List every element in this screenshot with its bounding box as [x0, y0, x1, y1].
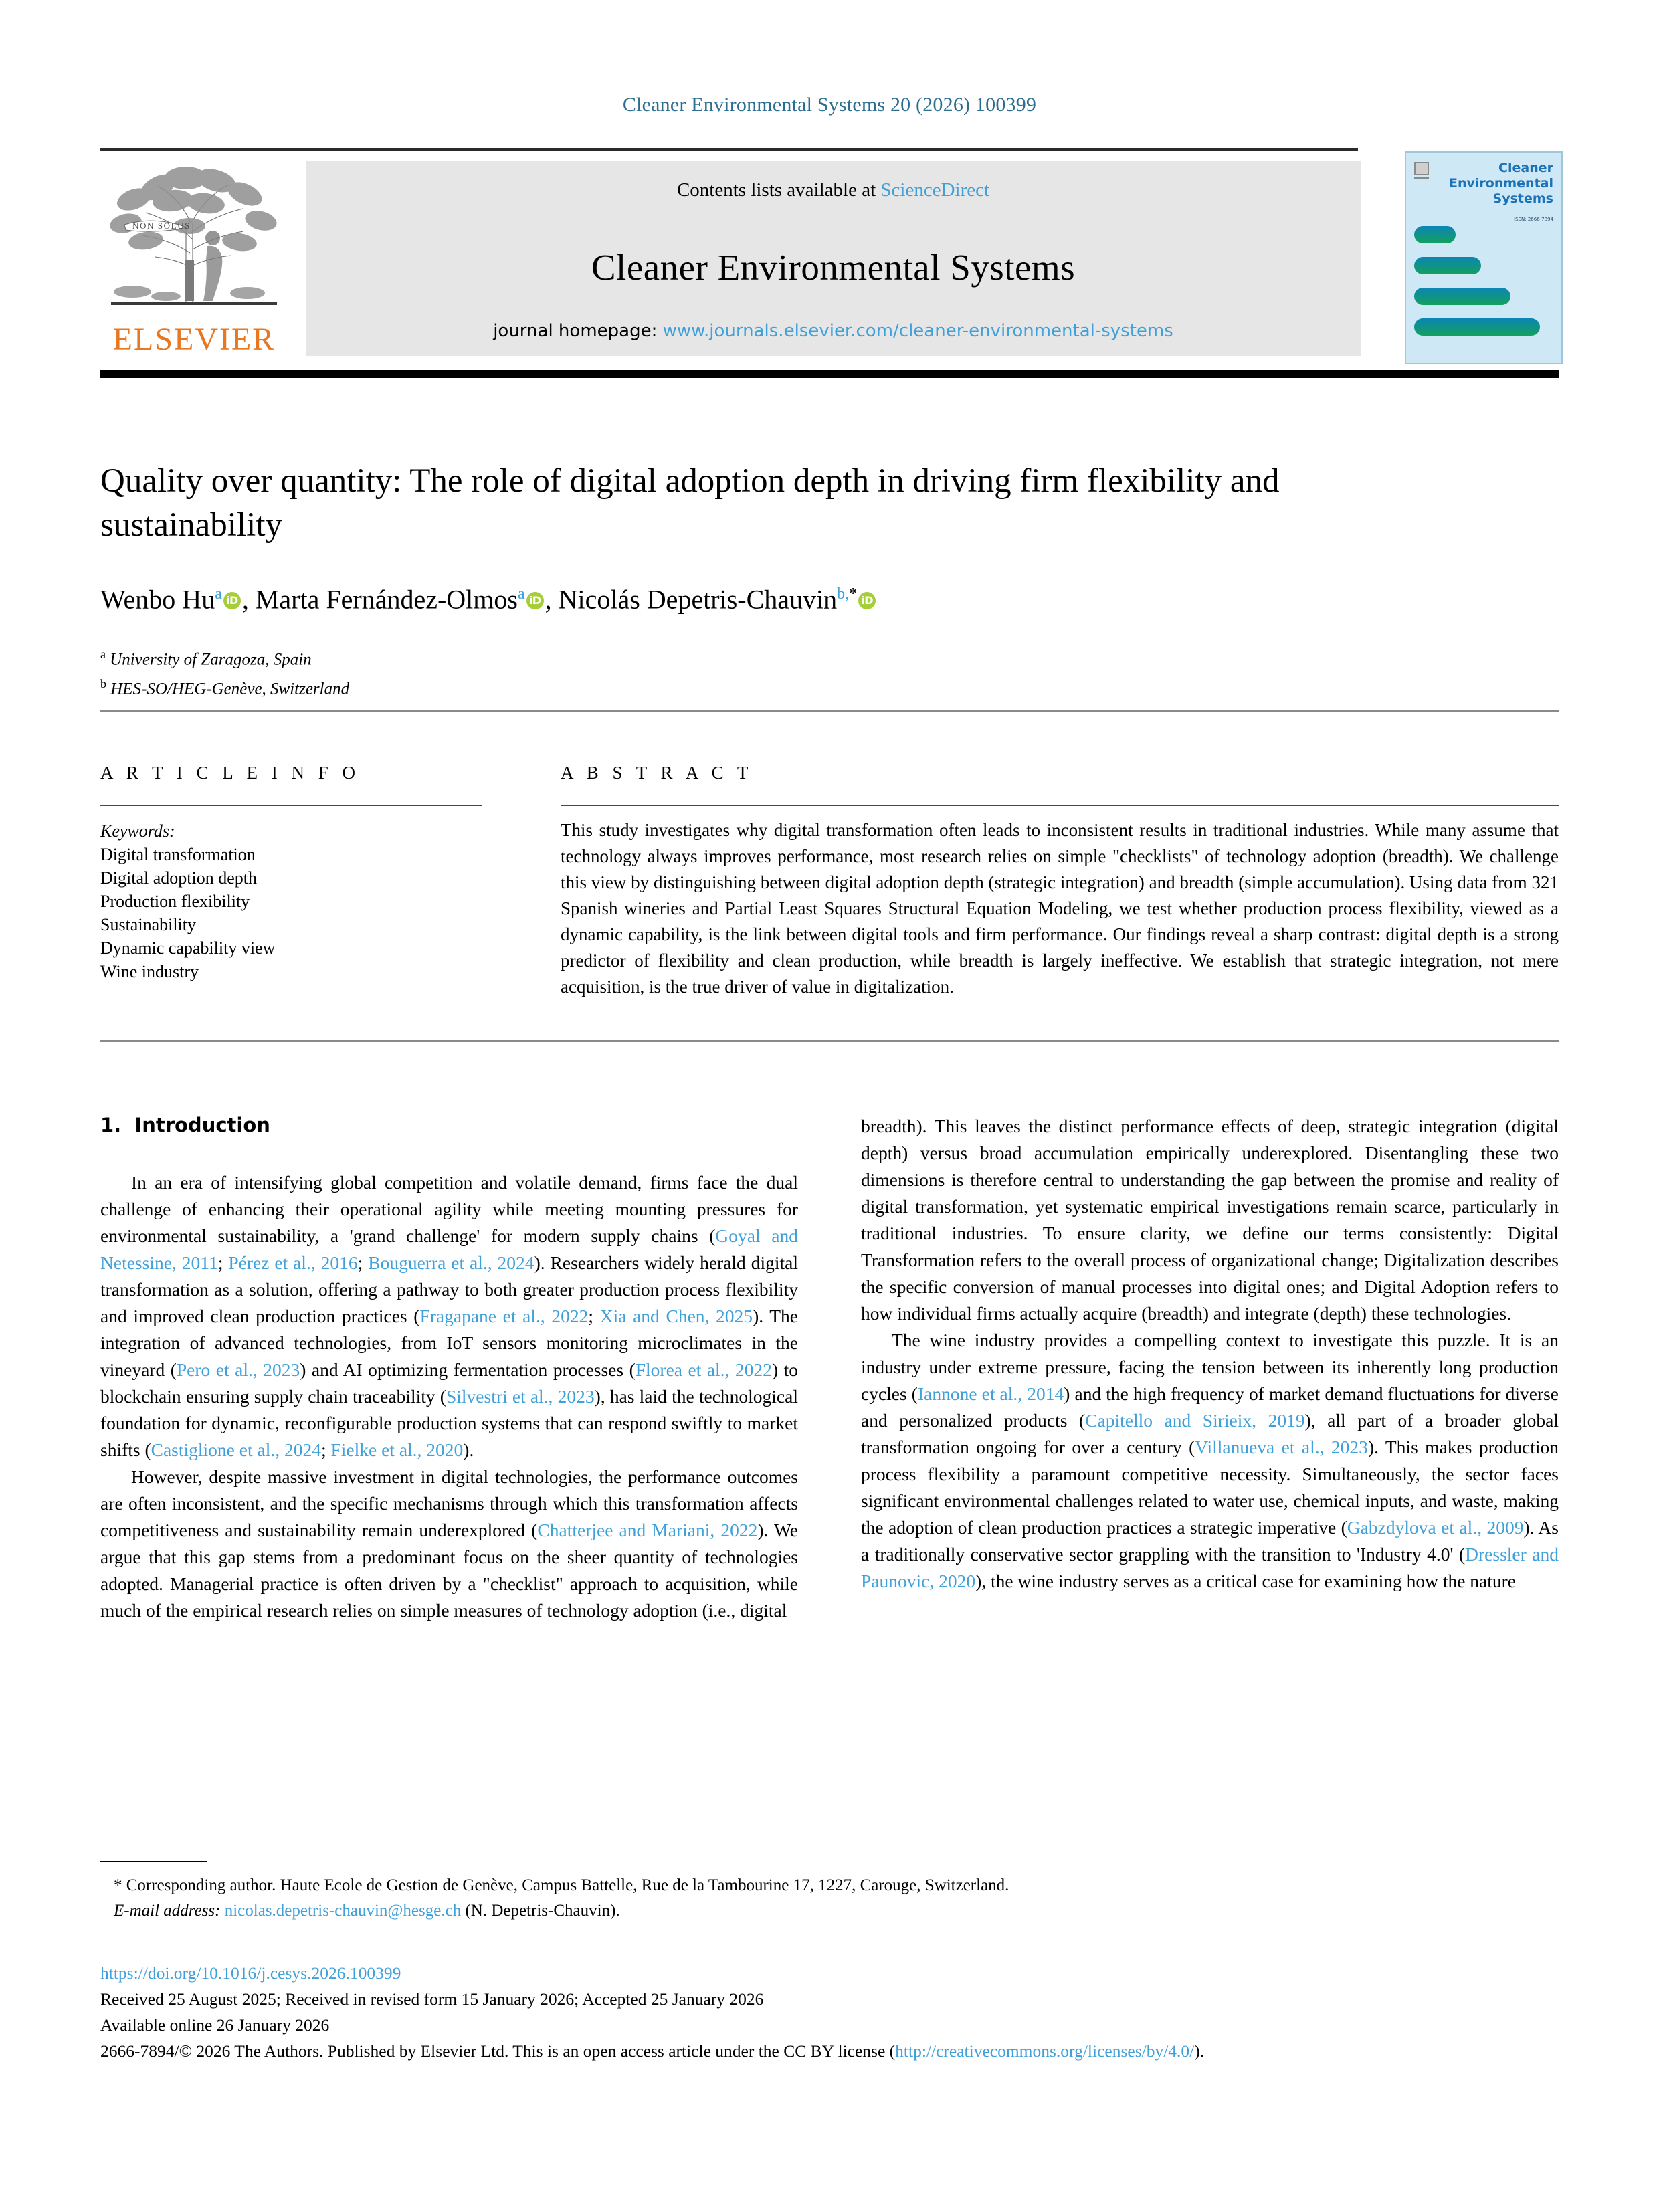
citation-link[interactable]: Bouguerra et al., 2024 — [368, 1252, 534, 1273]
affiliation-text-b: HES-SO/HEG-Genève, Switzerland — [110, 680, 350, 698]
cover-title-line2: Environmental — [1449, 176, 1553, 191]
cover-bar-3 — [1414, 288, 1510, 305]
cover-issn: ISSN: 2666-7894 — [1514, 217, 1553, 222]
orcid-icon-1[interactable]: iD — [223, 592, 241, 609]
body-text: ) and AI optimizing fermentation processes ( — [300, 1359, 636, 1380]
doi-link[interactable]: https://doi.org/10.1016/j.cesys.2026.100399 — [100, 1963, 401, 1983]
paragraph — [100, 1169, 798, 1464]
author-sep-1: , — [241, 584, 256, 615]
body-text: ) and the high frequency of market demand fluctuations for diverse and personalized products ( — [861, 1383, 1559, 1431]
corresponding-text: Corresponding author. Haute Ecole de Gestion de Genève, Campus Battelle, Rue de la Tambourine 17, 1227, Carouge, Switzerland. — [126, 1876, 1009, 1894]
masthead-box — [306, 161, 1361, 356]
cover-elsevier-icon — [1413, 161, 1430, 181]
author-name-1: Wenbo Hu — [100, 584, 215, 615]
footnote-block — [100, 1873, 1559, 1924]
citation-link[interactable]: Fragapane et al., 2022 — [419, 1306, 589, 1326]
corresponding-author-note — [100, 1873, 1559, 1898]
elsevier-wordmark: ELSEVIER — [112, 322, 276, 357]
abstract-band-top-rule — [100, 710, 1559, 712]
body-text: ). As a traditionally conservative sector grappling with the transition to 'Industry 4.0' ( — [861, 1517, 1559, 1565]
corresponding-author-star: * — [849, 585, 858, 603]
masthead-bottom-rule — [100, 370, 1559, 378]
footer-block — [100, 1960, 1559, 2064]
corresponding-marker: * — [114, 1876, 122, 1894]
paragraph — [861, 1113, 1559, 1327]
section-title: Introduction — [134, 1114, 270, 1136]
affiliations — [100, 642, 1037, 702]
citation-link[interactable]: Fielke et al., 2020 — [330, 1439, 464, 1460]
orcid-icon-3[interactable]: iD — [858, 592, 876, 609]
citation-link[interactable]: Dressler and Paunovic, 2020 — [861, 1544, 1559, 1591]
sciencedirect-link[interactable]: ScienceDirect — [880, 179, 990, 201]
body-text: ) to blockchain ensuring supply chain traceability ( — [100, 1359, 798, 1407]
received-dates: Received 25 August 2025; Received in revised form 15 January 2026; Accepted 25 January 2026 — [100, 1989, 764, 2009]
copyright-prefix: 2666-7894/© 2026 The Authors. Published by Elsevier Ltd. This is an open access article under the CC BY license ( — [100, 2041, 896, 2061]
citation-link[interactable]: Castiglione et al., 2024 — [151, 1439, 321, 1460]
citation-link[interactable]: Pérez et al., 2016 — [228, 1252, 358, 1273]
affiliation-mark-a: a — [100, 647, 106, 661]
citation-link[interactable]: Florea et al., 2022 — [635, 1359, 772, 1380]
elsevier-tree-icon — [106, 159, 283, 317]
body-text: The wine industry provides a compelling context to investigate this puzzle. It is an industry under extreme pressure, facing the tension between its inherently long production cycles ( — [861, 1330, 1559, 1404]
body-text: ; — [217, 1252, 229, 1273]
keywords-label: Keywords: — [100, 821, 175, 841]
abstract-heading: A B S T R A C T — [561, 763, 753, 783]
contents-prefix: Contents lists available at — [676, 179, 881, 201]
citation-link[interactable]: Gabzdylova et al., 2009 — [1347, 1517, 1524, 1538]
keyword-item: Digital adoption depth — [100, 868, 257, 888]
journal-homepage-line — [306, 321, 1361, 341]
body-text: ; — [320, 1439, 331, 1460]
body-text: In an era of intensifying global competition and volatile demand, firms face the dual challenge of enhancing their operational agility while meeting mounting pressures for environmental sustainability, a 'grand challenge' for modern supply chains ( — [100, 1172, 798, 1246]
page-title: Quality over quantity: The role of digital adoption depth in driving firm flexibility and sustainability — [100, 462, 1280, 544]
available-online: Available online 26 January 2026 — [100, 2015, 330, 2035]
citation-link[interactable]: Pero et al., 2023 — [176, 1359, 300, 1380]
body-text: ; — [357, 1252, 369, 1273]
affiliation-b — [100, 672, 1037, 701]
homepage-url-link[interactable]: www.journals.elsevier.com/cleaner-environmental-systems — [662, 321, 1173, 341]
keyword-item: Wine industry — [100, 962, 199, 981]
body-text: ; — [588, 1306, 600, 1326]
body-text: ). This makes production process flexibility a paramount competitive necessity. Simultaneously, the sector faces significant environmental challenges related to water use, chemical inputs, and waste, making the adoption of clean production practices a strategic imperative ( — [861, 1437, 1559, 1538]
author-list — [100, 577, 1438, 617]
copyright-line — [100, 2038, 1559, 2064]
section-number: 1. — [100, 1114, 122, 1136]
author-sep-2: , — [545, 584, 559, 615]
copyright-suffix: ). — [1194, 2041, 1205, 2061]
body-text: ). We argue that this gap stems from a predominant focus on the sheer quantity of technologies adopted. Managerial practice is often driven by a "checklist" approach to acquisition, while much of the empirical research relies on simple measures of technology adoption (i.e., digital — [100, 1520, 798, 1621]
cover-bar-1 — [1414, 226, 1456, 243]
homepage-label: journal homepage: — [493, 321, 663, 341]
body-text: ). — [463, 1439, 474, 1460]
footnote-rule — [100, 1861, 207, 1862]
email-label: E-mail address: — [114, 1902, 221, 1920]
body-text: ). The integration of advanced technologies, from IoT sensors monitoring microclimates in the vineyard ( — [100, 1306, 799, 1380]
citation-link[interactable]: Iannone et al., 2014 — [917, 1383, 1064, 1404]
contents-line — [306, 179, 1361, 201]
body-text: ), all part of a broader global transformation ongoing for over a century ( — [861, 1410, 1559, 1457]
cover-bar-2 — [1414, 257, 1481, 274]
author-affil-mark-1: a — [215, 585, 222, 603]
keywords-block — [100, 819, 508, 983]
affiliation-mark-b: b — [100, 677, 106, 691]
elsevier-logo — [100, 159, 288, 360]
keyword-item: Production flexibility — [100, 892, 250, 911]
author-affil-mark-2: a — [517, 585, 525, 603]
body-text: ), the wine industry serves as a critical case for examining how the nature — [975, 1571, 1517, 1591]
body-text: ). Researchers widely herald digital transformation as a solution, offering a pathway to both greater production process flexibility and improved clean production practices ( — [100, 1252, 799, 1326]
body-column-right — [861, 1113, 1559, 1595]
author-affil-mark-3: b, — [837, 585, 850, 603]
cover-title-line1: Cleaner — [1498, 161, 1553, 175]
keyword-item: Digital transformation — [100, 845, 256, 864]
affiliation-text-a: University of Zaragoza, Spain — [110, 650, 312, 669]
article-info-rule — [100, 805, 482, 806]
citation-link[interactable]: Xia and Chen, 2025 — [599, 1306, 753, 1326]
license-link[interactable]: http://creativecommons.org/licenses/by/4.0/ — [895, 2041, 1195, 2061]
body-text: breadth). This leaves the distinct performance effects of deep, strategic integration (digital depth) versus broad accumulation empirically underexplored. Disentangling these two dimensions is therefore central to understanding the gap between the promise and reality of digital transformation, yet systematic empirical investigations remain scarce, particularly in traditional industries. To ensure clarity, we define our terms consistently: Digital Transformation refers to the overall process of organizational change; Digitalization describes the specific conversion of manual processes into digital ones; and Digital Adoption refers to how individual firms actually acquire (breadth) and integrate (depth) these technologies. — [861, 1116, 1559, 1324]
keyword-item: Sustainability — [100, 915, 196, 934]
keyword-item: Dynamic capability view — [100, 938, 276, 958]
body-text: However, despite massive investment in digital technologies, the performance outcomes are often inconsistent, and the specific mechanisms through which this transformation affects competitiveness and sustainability remain underexplored ( — [100, 1466, 798, 1540]
body-column-left — [100, 1169, 798, 1624]
body-text: ), has laid the technological foundation for dynamic, reconfigurable production systems that can respond swiftly to market shifts ( — [100, 1386, 798, 1460]
orcid-icon-2[interactable]: iD — [526, 592, 544, 609]
paragraph — [861, 1327, 1559, 1595]
cover-title — [1446, 161, 1553, 207]
section-heading — [100, 1114, 270, 1136]
running-head: Cleaner Environmental Systems 20 (2026) 100399 — [622, 94, 1037, 116]
abstract-band-bottom-rule — [100, 1040, 1559, 1042]
citation-link[interactable]: Capitello and Sirieix, 2019 — [1085, 1410, 1305, 1431]
author-name-2: Marta Fernández-Olmos — [255, 584, 518, 615]
email-link[interactable]: nicolas.depetris-chauvin@hesge.ch — [224, 1902, 462, 1920]
cover-title-line3: Systems — [1492, 191, 1553, 206]
author-name-3: Nicolás Depetris-Chauvin — [558, 584, 838, 615]
email-note — [100, 1898, 1559, 1924]
journal-title: Cleaner Environmental Systems — [591, 247, 1076, 288]
cover-bars-graphic — [1406, 226, 1561, 360]
journal-masthead — [100, 151, 1559, 364]
citation-link[interactable]: Silvestri et al., 2023 — [446, 1386, 595, 1407]
citation-link[interactable]: Villanueva et al., 2023 — [1195, 1437, 1368, 1457]
article-info-heading: A R T I C L E I N F O — [100, 763, 361, 783]
paragraph — [100, 1464, 798, 1624]
journal-cover-thumbnail — [1405, 151, 1563, 364]
citation-link[interactable]: Goyal and Netessine, 2011 — [100, 1225, 798, 1273]
cover-bar-4 — [1414, 318, 1540, 336]
affiliation-a — [100, 642, 1037, 672]
citation-link[interactable]: Chatterjee and Mariani, 2022 — [537, 1520, 758, 1540]
abstract-text: This study investigates why digital transformation often leads to inconsistent results in traditional industries. While many assume that technology always improves performance, most research relies on simple "checklists" of technology adoption (breadth). We challenge this view by distinguishing between digital adoption depth (strategic integration) and breadth (simple accumulation). Using data from 321 Spanish wineries and Partial Least Squares Structural Equation Modeling, we test whether production process flexibility, viewed as a dynamic capability, is the link between digital tools and firm performance. Our findings reveal a sharp contrast: digital depth is a strong predictor of flexibility and clean production, while breadth is largely ineffective. We establish that strategic integration, not mere acquisition, is the true driver of value in digitalization. — [561, 820, 1559, 997]
non-solus-motto: NON SOLUS — [132, 221, 191, 231]
email-suffix: (N. Depetris-Chauvin). — [465, 1902, 620, 1920]
abstract-rule — [561, 805, 1559, 806]
